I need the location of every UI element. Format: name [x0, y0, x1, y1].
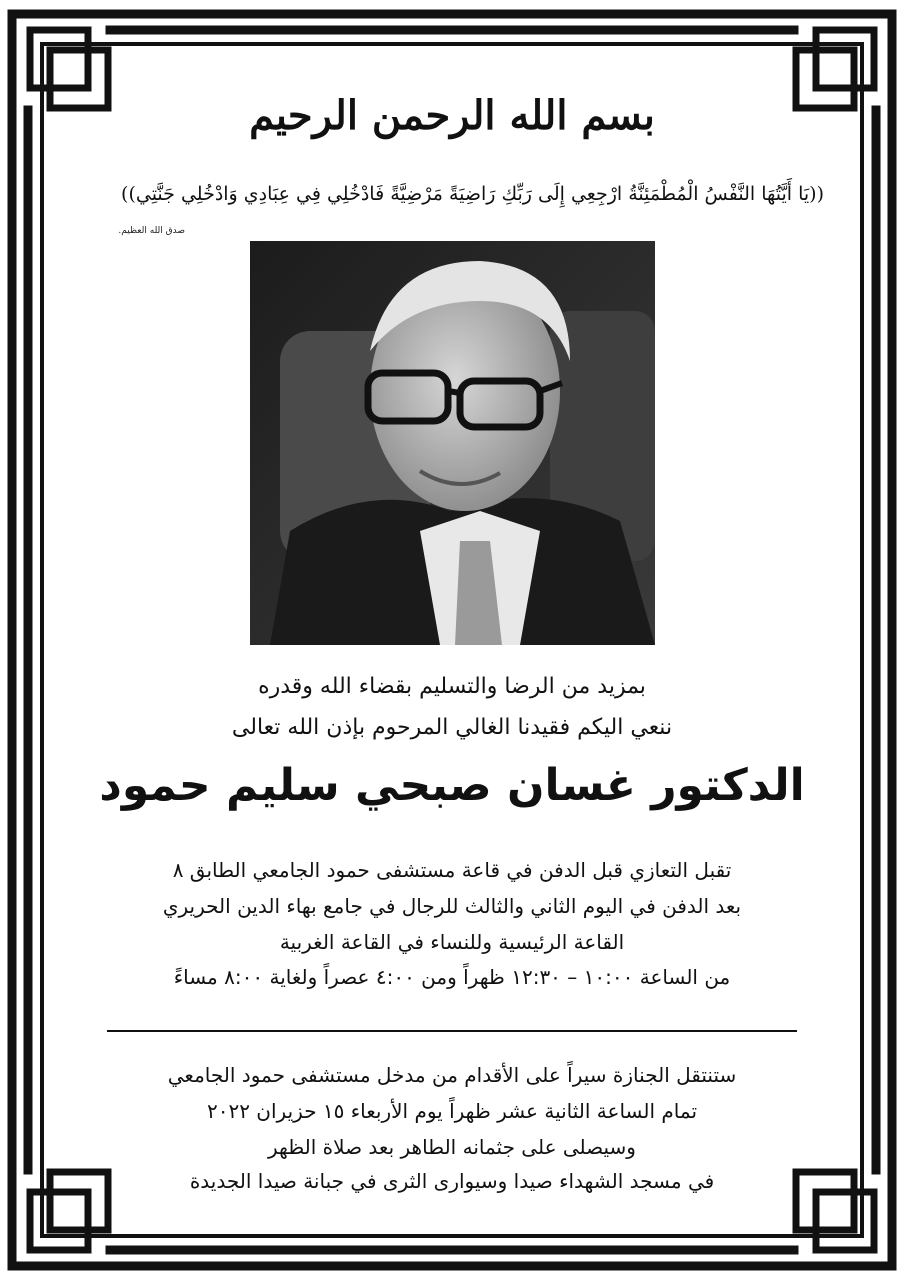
quran-verse: ((يَا أَيَّتُهَا النَّفْسُ الْمُطْمَئِنَّةُ ارْجِعِي إِلَى رَبِّكِ رَاضِيَةً مَرْضِيَّةً فَادْخُلِي فِي عِبَادِي وَادْخُلِي جَنَّتِي)) — [121, 183, 824, 205]
funeral-line: تمام الساعة الثانية عشر ظهراً يوم الأربعاء ١٥ حزيران ٢٠٢٢ — [206, 1099, 698, 1123]
funeral-line: ستنتقل الجنازة سيراً على الأقدام من مدخل مستشفى حمود الجامعي — [167, 1063, 737, 1087]
funeral-line: في مسجد الشهداء صيدا وسيوارى الثرى في جبانة صيدا الجديدة — [189, 1169, 715, 1193]
condolences-line: من الساعة ١٠:٠٠ – ١٢:٣٠ ظهراً ومن ٤:٠٠ عصراً ولغاية ٨:٠٠ مساءً — [173, 965, 731, 989]
deceased-name: الدكتور غسان صبحي سليم حمود — [99, 760, 805, 811]
intro-line: ننعي اليكم فقيدنا الغالي المرحوم بإذن الله تعالى — [231, 715, 673, 740]
basmala-calligraphy: بسم الله الرحمن الرحيم — [249, 92, 655, 139]
condolences-line: القاعة الرئيسية وللنساء في القاعة الغربية — [279, 930, 625, 954]
section-divider — [107, 1030, 797, 1032]
portrait-photo — [250, 241, 655, 645]
funeral-line: وسيصلى على جثمانه الطاهر بعد صلاة الظهر — [268, 1135, 636, 1159]
intro-line: بمزيد من الرضا والتسليم بقضاء الله وقدره — [258, 674, 646, 699]
verse-attribution: صدق الله العظيم. — [118, 226, 185, 236]
condolences-line: تقبل التعازي قبل الدفن في قاعة مستشفى حمود الجامعي الطابق ٨ — [172, 858, 732, 882]
condolences-line: بعد الدفن في اليوم الثاني والثالث للرجال في جامع بهاء الدين الحريري — [162, 894, 742, 918]
portrait-photo-icon — [250, 241, 655, 645]
